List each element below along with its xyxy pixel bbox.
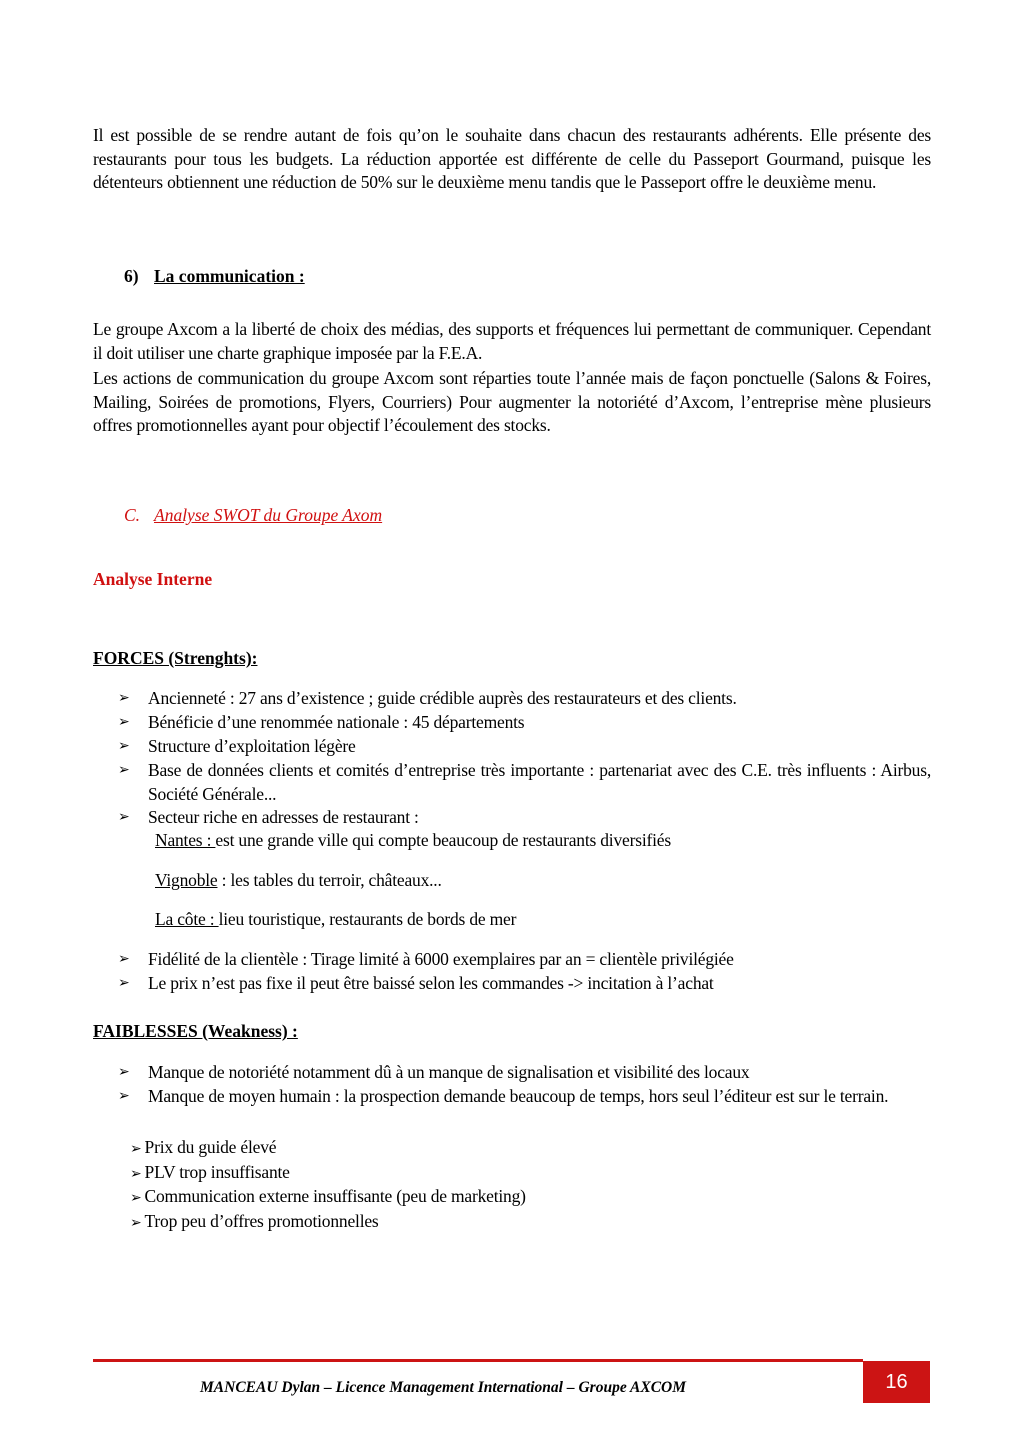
communication-heading bbox=[124, 266, 305, 287]
list-item: ➢ Communication externe insuffisante (peu de marketing) bbox=[130, 1186, 526, 1206]
list-item: ➢ Manque de notoriété notamment dû à un manque de signalisation et visibilité des locaux bbox=[118, 1061, 931, 1085]
list-item: ➢ Base de données clients et comités d’entreprise très importante : partenariat avec des C.E. très influents : Airbus, Société Générale... bbox=[118, 760, 931, 804]
swot-title: Analyse SWOT du Groupe Axom bbox=[154, 505, 383, 525]
list-item: ➢ Le prix n’est pas fixe il peut être baissé selon les commandes -> incitation à l’achat bbox=[118, 972, 931, 996]
arrow-bullet-icon: ➢ bbox=[118, 691, 130, 706]
arrow-bullet-icon: ➢ bbox=[118, 976, 130, 991]
sub-item-nantes: Nantes : est une grande ville qui compte beaucoup de restaurants diversifiés bbox=[155, 830, 671, 850]
swot-heading bbox=[124, 505, 382, 526]
internal-analysis-title: Analyse Interne bbox=[93, 569, 213, 589]
arrow-bullet-icon: ➢ bbox=[130, 1191, 142, 1206]
sub-item-vignoble: Vignoble : les tables du terroir, châteaux... bbox=[155, 870, 442, 890]
list-item: ➢ Structure d’exploitation légère bbox=[118, 735, 931, 759]
list-item: ➢ Prix du guide élevé bbox=[130, 1137, 277, 1157]
footer-text: MANCEAU Dylan – Licence Management International – Groupe AXCOM bbox=[200, 1379, 687, 1396]
arrow-bullet-icon: ➢ bbox=[118, 810, 130, 825]
footer-divider bbox=[93, 1359, 863, 1362]
list-item: ➢ PLV trop insuffisante bbox=[130, 1162, 290, 1182]
arrow-bullet-icon: ➢ bbox=[130, 1216, 142, 1231]
arrow-bullet-icon: ➢ bbox=[118, 763, 130, 778]
list-item: ➢ Trop peu d’offres promotionnelles bbox=[130, 1211, 379, 1231]
arrow-bullet-icon: ➢ bbox=[118, 1089, 130, 1104]
communication-paragraph-2: Les actions de communication du groupe Axcom sont réparties toute l’année mais de façon ponctuelle (Salons & Foires, Mailing, Soirées de promotions, Flyers, Courriers) Pour augmenter la notoriété d’Axcom, l’entreprise mène plusieurs offres promotionnelles ayant pour objectif l’écoulement des stocks. bbox=[93, 368, 931, 435]
swot-letter: C. bbox=[124, 505, 141, 525]
list-item: ➢ Bénéficie d’une renommée nationale : 45 départements bbox=[118, 711, 931, 735]
arrow-bullet-icon: ➢ bbox=[118, 739, 130, 754]
communication-number: 6) bbox=[124, 266, 139, 286]
arrow-bullet-icon: ➢ bbox=[118, 952, 130, 967]
forces-title: FORCES (Strenghts): bbox=[93, 648, 258, 668]
communication-title: La communication : bbox=[154, 266, 305, 286]
list-item: ➢ Fidélité de la clientèle : Tirage limité à 6000 exemplaires par an = clientèle privilégiée bbox=[118, 948, 931, 972]
sub-item-cote: La côte : lieu touristique, restaurants de bords de mer bbox=[155, 909, 517, 929]
communication-paragraph-1: Le groupe Axcom a la liberté de choix des médias, des supports et fréquences lui permettant de communiquer. Cependant il doit utiliser une charte graphique imposée par la F.E.A. bbox=[93, 319, 931, 363]
list-item: ➢ Manque de moyen humain : la prospection demande beaucoup de temps, hors seul l’éditeur est sur le terrain. bbox=[118, 1085, 931, 1109]
faiblesses-title: FAIBLESSES (Weakness) : bbox=[93, 1021, 298, 1041]
arrow-bullet-icon: ➢ bbox=[118, 1065, 130, 1080]
arrow-bullet-icon: ➢ bbox=[130, 1167, 142, 1182]
intro-paragraph: Il est possible de se rendre autant de fois qu’on le souhaite dans chacun des restaurants adhérents. Elle présente des restaurants pour tous les budgets. La réduction apportée est différente de celle du Passeport Gourmand, puisque les détenteurs obtiennent une réduction de 50% sur le deuxième menu tandis que le Passeport offre le deuxième menu. bbox=[93, 125, 931, 192]
arrow-bullet-icon: ➢ bbox=[130, 1142, 142, 1157]
list-item: ➢ Ancienneté : 27 ans d’existence ; guide crédible auprès des restaurateurs et des clients. bbox=[118, 687, 931, 711]
arrow-bullet-icon: ➢ bbox=[118, 715, 130, 730]
page-number-badge: 16 bbox=[863, 1361, 930, 1403]
list-item: ➢ Secteur riche en adresses de restaurant : bbox=[118, 806, 931, 830]
